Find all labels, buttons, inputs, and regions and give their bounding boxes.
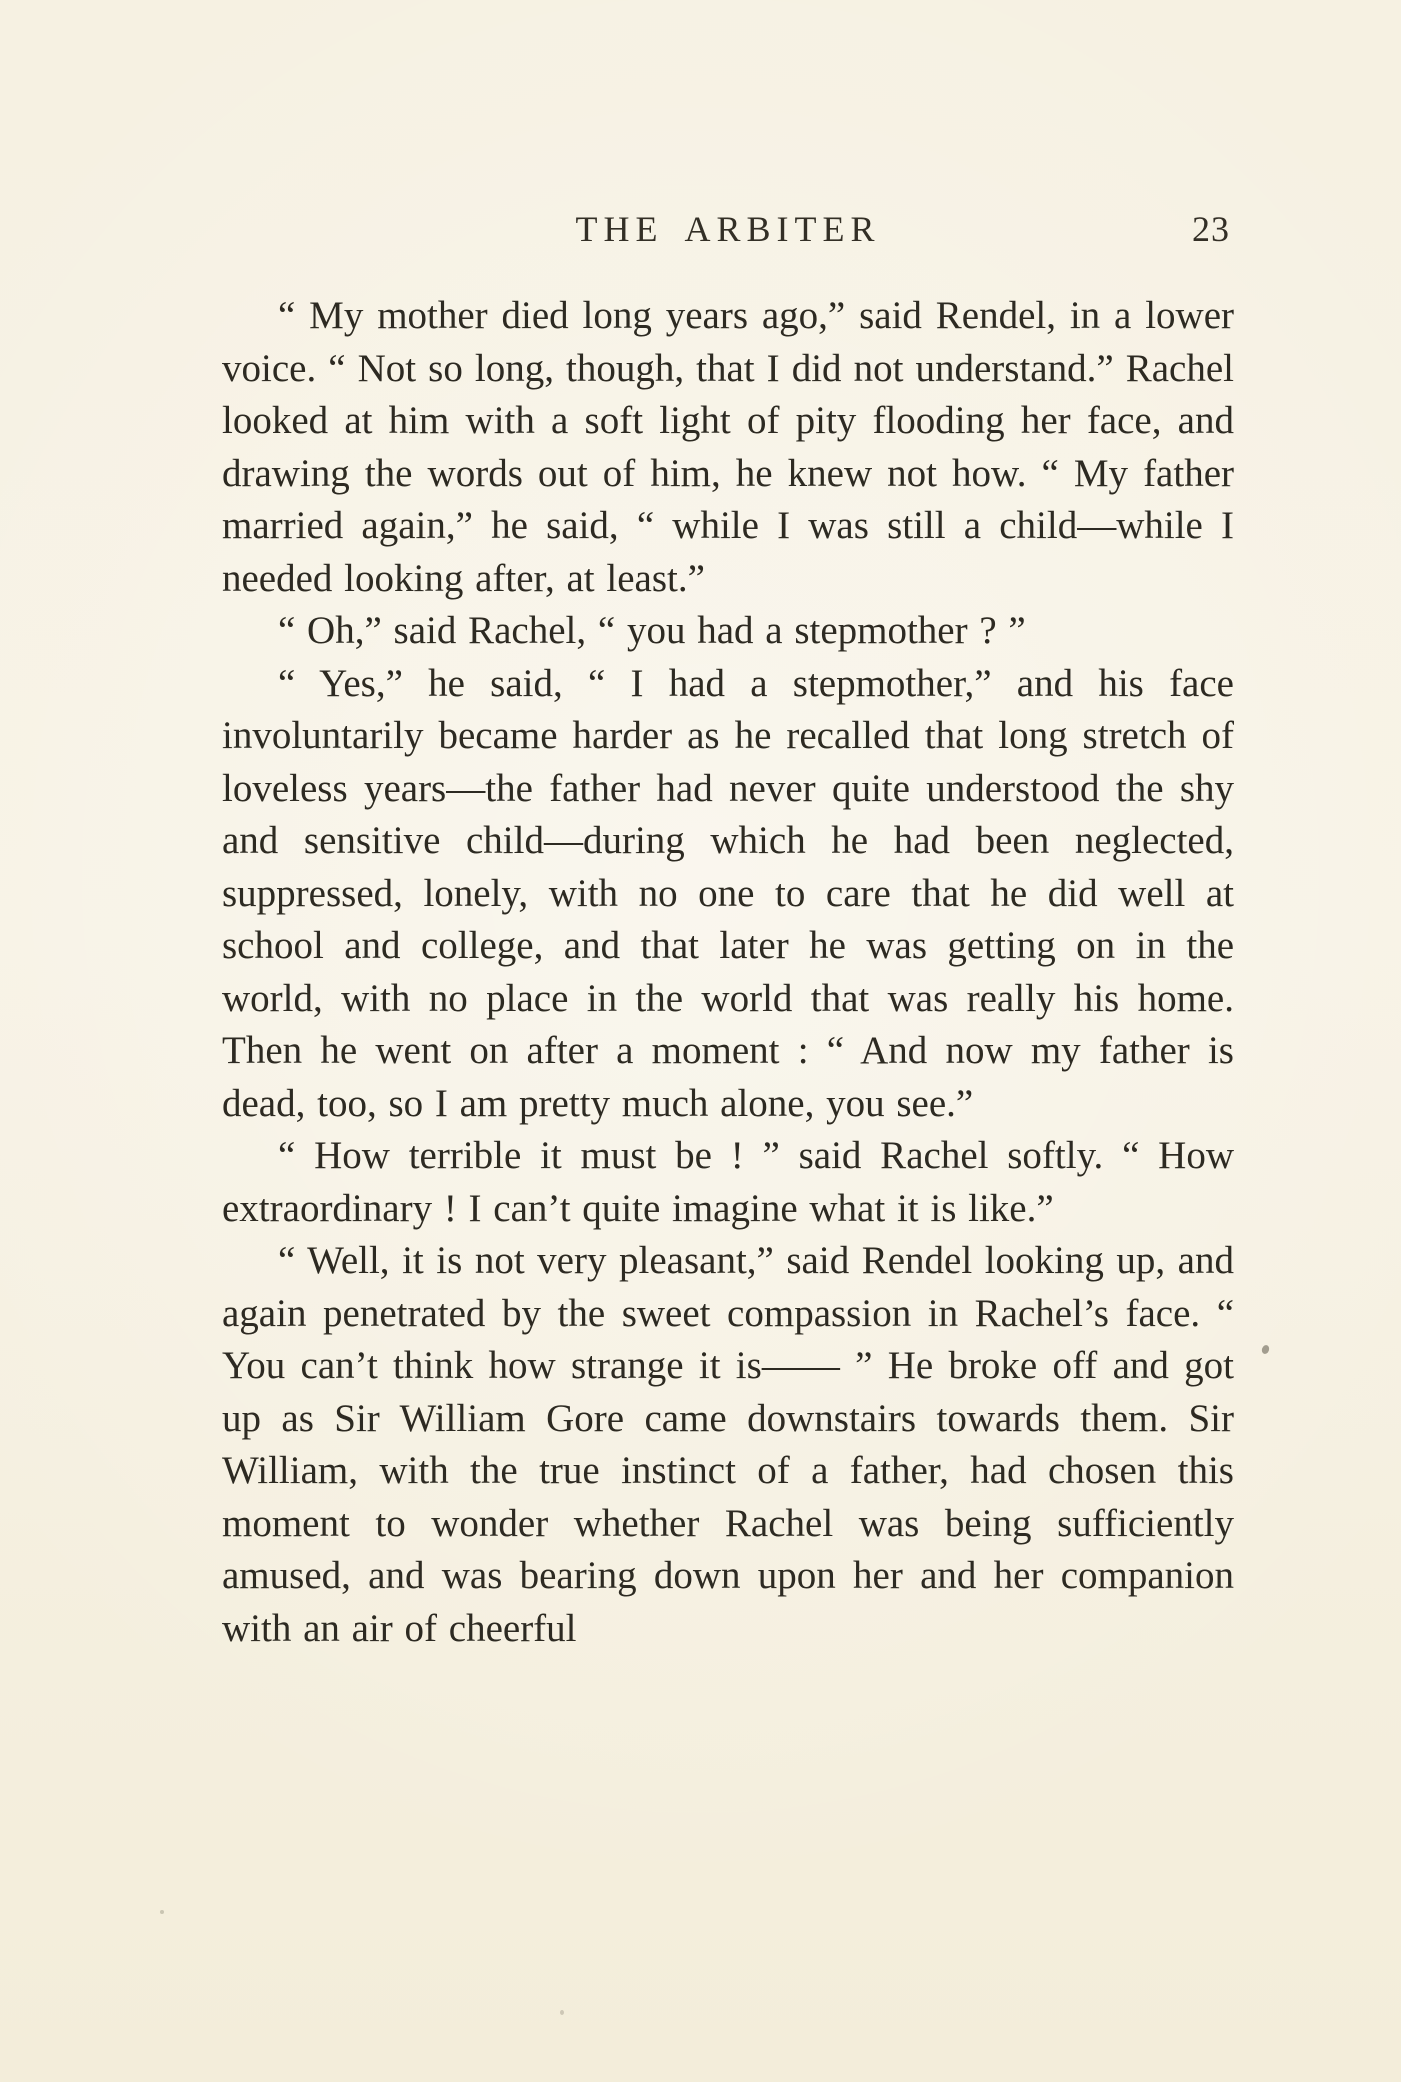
body-text — [222, 290, 1234, 1655]
scan-speck — [560, 2010, 564, 2015]
paragraph: “ Oh,” said Rachel, “ you had a stepmother ? ” — [278, 609, 1026, 652]
paragraph: “ Well, it is not very pleasant,” said Rendel looking up, and again penetrated by the sweet compassion in Rachel’s face. “ You can’t think how strange it is—— ” He broke off and got up as Sir William Gore came downstairs towards them. Sir William, with the true instinct of a father, had chosen this moment to wonder whether Rachel was being sufficiently amused, and was bearing down upon her and her companion with an air of cheerful — [222, 1239, 1234, 1650]
page-header — [222, 208, 1234, 258]
paragraph: “ My mother died long years ago,” said Rendel, in a lower voice. “ Not so long, though, that I did not understand.” Rachel looked at him with a soft light of pity flooding her face, and drawing the words out of him, he knew not how. “ My father married again,” he said, “ while I was still a child—while I needed looking after, at least.” — [222, 294, 1234, 600]
scan-speck — [1261, 1344, 1271, 1355]
paragraph: “ How terrible it must be ! ” said Rachel softly. “ How extraordinary ! I can’t quite imagine what it is like.” — [222, 1134, 1234, 1230]
page-number: 23 — [1192, 209, 1230, 249]
paragraph: “ Yes,” he said, “ I had a stepmother,” and his face involuntarily became harder as he recalled that long stretch of loveless years—the father had never quite understood the shy and sensitive child—during which he had been neglected, suppressed, lonely, with no one to care that he did well at school and college, and that later he was getting on in the world, with no place in the world that was really his home. Then he went on after a moment : “ And now my father is dead, too, so I am pretty much alone, you see.” — [222, 661, 1234, 1125]
scan-speck — [160, 1910, 164, 1914]
running-title: THE ARBITER — [575, 209, 881, 249]
